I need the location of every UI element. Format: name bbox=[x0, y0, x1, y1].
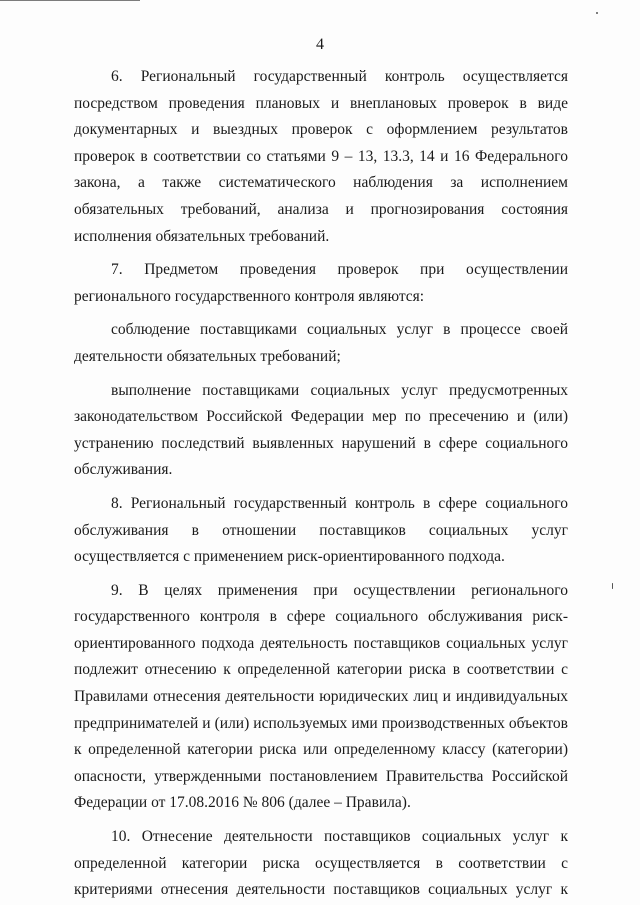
paragraph-7-item-1: соблюдение поставщиками социальных услуг в процессе своей деятельности обязательных требований; bbox=[74, 321, 568, 365]
document-body bbox=[74, 64, 568, 904]
paragraph-6: 6. Региональный государственный контроль осуществляется посредством проведения плановых и внеплановых проверок в виде документарных и выездных проверок с оформлением результатов проверок в соответствии со статьями 9 – 13, 13.3, 14 и 16 Федерального закона, а также систематического наблюдения за исполнением обязательных требований, анализа и прогнозирования состояния исполнения обязательных требований. bbox=[74, 68, 568, 245]
scan-artifact-line bbox=[0, 0, 140, 1]
paragraph-10: 10. Отнесение деятельности поставщиков социальных услуг к определенной категории риска осуществляется в соответствии с критериями отнесения деятельности поставщиков социальных услуг к bbox=[74, 828, 568, 899]
paragraph-9: 9. В целях применения при осуществлении регионального государственного контроля в сфере социального обслуживания риск-ориентированного подхода деятельность поставщиков социальных услуг подлежит отнесению к определенной категории риска в соответствии с Правилами отнесения деятельности юридических лиц и индивидуальных предпринимателей и (или) используемых ими производственных объектов к определенной категории риска или определенному классу (категории) опасности, утвержденными постановлением Правительства Российской Федерации от 17.08.2016 № 806 (далее – Правила). bbox=[74, 581, 568, 812]
scan-speck bbox=[612, 583, 613, 589]
paragraph-7-item-2: выполнение поставщиками социальных услуг предусмотренных законодательством Российской Федерации мер по пресечению и (или) устранению последствий выявленных нарушений в сфере социального обслуживания. bbox=[74, 381, 568, 479]
paragraph-8: 8. Региональный государственный контроль в сфере социального обслуживания в отношении поставщиков социальных услуг осуществляется с применением риск-ориентированного подхода. bbox=[74, 494, 568, 566]
scan-speck bbox=[596, 12, 598, 14]
page-number: 4 bbox=[316, 36, 324, 53]
paragraph-7: 7. Предметом проведения проверок при осуществлении регионального государственного контроля являются: bbox=[74, 261, 568, 305]
